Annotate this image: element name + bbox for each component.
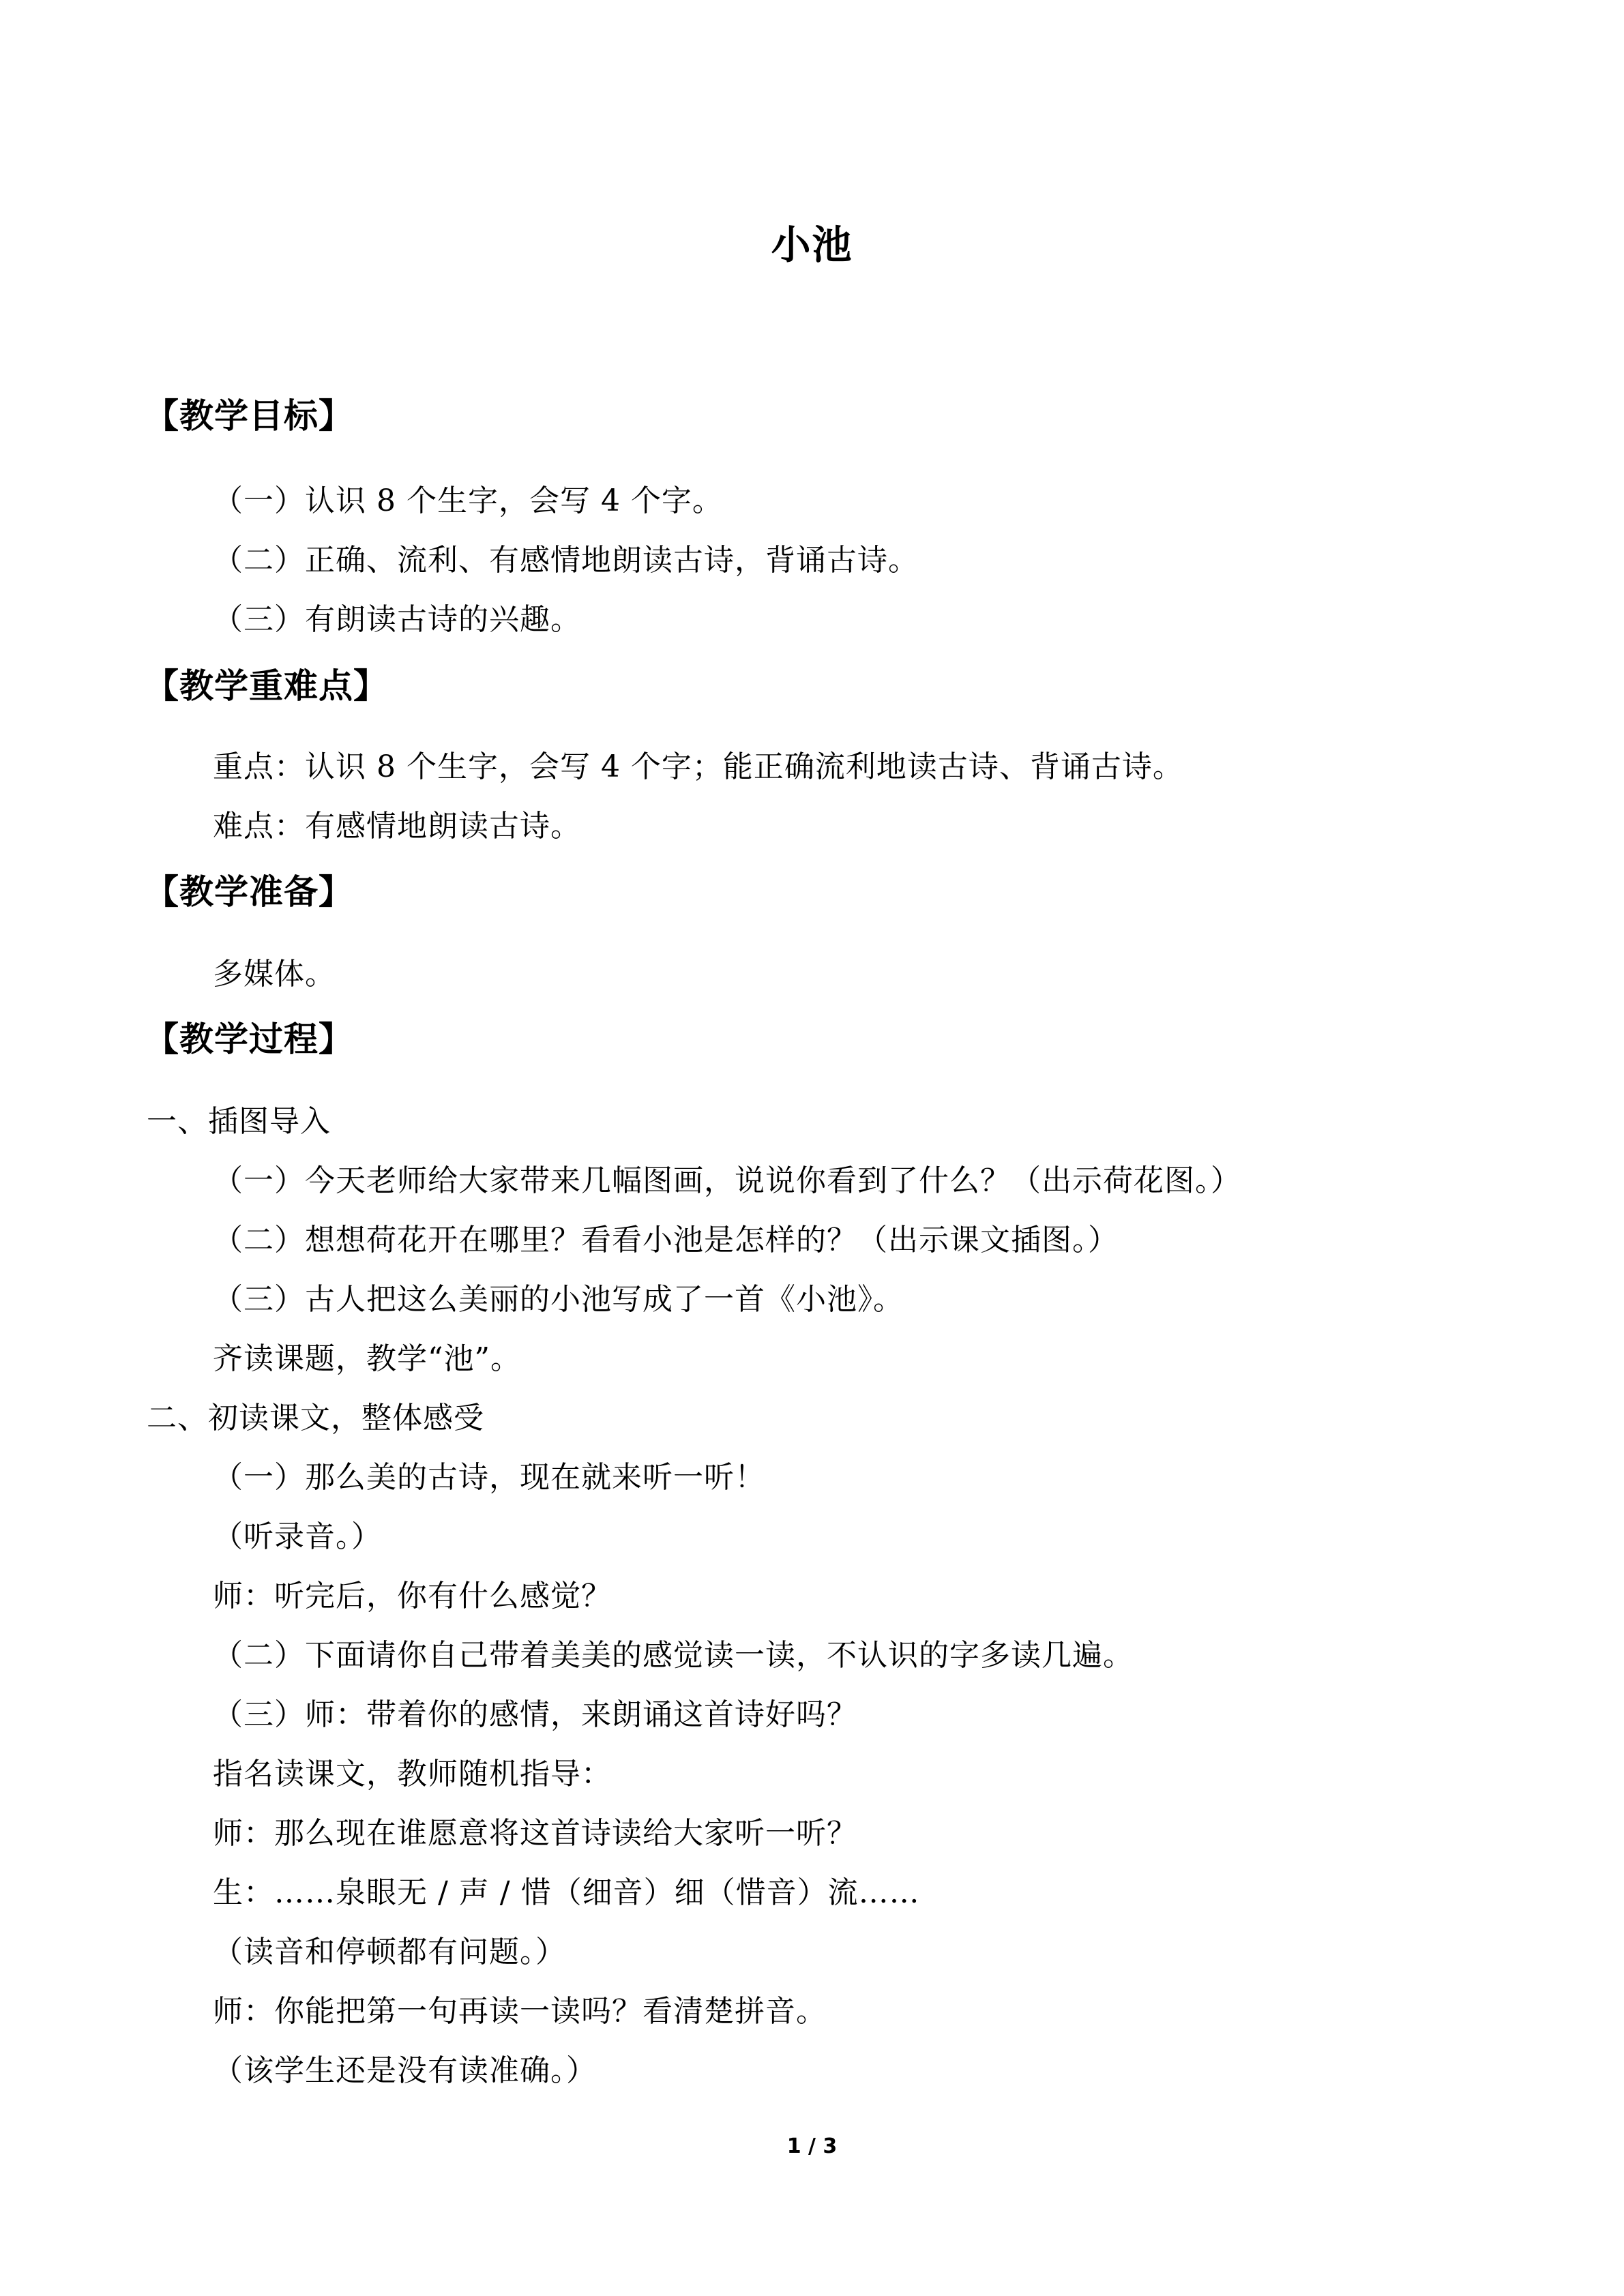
process-line: （读音和停顿都有问题。） xyxy=(213,1935,566,1969)
process-line: （一）今天老师给大家带来几幅图画，说说你看到了什么？（出示荷花图。） xyxy=(213,1163,1241,1198)
process-line: （二）下面请你自己带着美美的感觉读一读，不认识的字多读几遍。 xyxy=(213,1638,1134,1673)
process-line: 师：你能把第一句再读一读吗？看清楚拼音。 xyxy=(213,1994,827,2029)
process-line: 齐读课题，教学“池”。 xyxy=(213,1341,521,1376)
process-line: （三）师：带着你的感情，来朗诵这首诗好吗？ xyxy=(213,1697,857,1732)
preparation-line: 多媒体。 xyxy=(213,957,336,992)
objective-line: （一）认识 8 个生字，会写 4 个字。 xyxy=(213,483,723,518)
process-line: （一）那么美的古诗，现在就来听一听！ xyxy=(213,1460,765,1495)
process-line: （听录音。） xyxy=(213,1519,382,1554)
process-line: 师：那么现在谁愿意将这首诗读给大家听一听？ xyxy=(213,1816,857,1851)
process-part-title: 二、初读课文，整体感受 xyxy=(147,1401,484,1435)
process-line: （二）想想荷花开在哪里？看看小池是怎样的？（出示课文插图。） xyxy=(213,1223,1119,1257)
page-number: 1 / 3 xyxy=(786,2134,838,2158)
objective-line: （二）正确、流利、有感情地朗读古诗，背诵古诗。 xyxy=(213,543,919,578)
process-part-title: 一、插图导入 xyxy=(147,1104,331,1139)
key-points-heading: 【教学重难点】 xyxy=(145,666,388,706)
process-line: 生：……泉眼无 / 声 / 惜（细音）细（惜音）流…… xyxy=(213,1875,920,1910)
process-heading: 【教学过程】 xyxy=(145,1019,353,1059)
preparation-heading: 【教学准备】 xyxy=(145,872,353,912)
objective-line: （三）有朗读古诗的兴趣。 xyxy=(213,602,581,637)
objectives-heading: 【教学目标】 xyxy=(145,396,353,436)
key-point-line: 重点：认识 8 个生字，会写 4 个字；能正确流利地读古诗、背诵古诗。 xyxy=(213,749,1183,784)
process-line: （该学生还是没有读准确。） xyxy=(213,2053,597,2088)
page-title: 小池 xyxy=(771,222,853,268)
process-line: 师：听完后，你有什么感觉？ xyxy=(213,1579,612,1613)
process-line: （三）古人把这么美丽的小池写成了一首《小池》。 xyxy=(213,1282,904,1317)
key-point-line: 难点：有感情地朗读古诗。 xyxy=(213,809,581,844)
process-line: 指名读课文，教师随机指导： xyxy=(213,1757,612,1791)
